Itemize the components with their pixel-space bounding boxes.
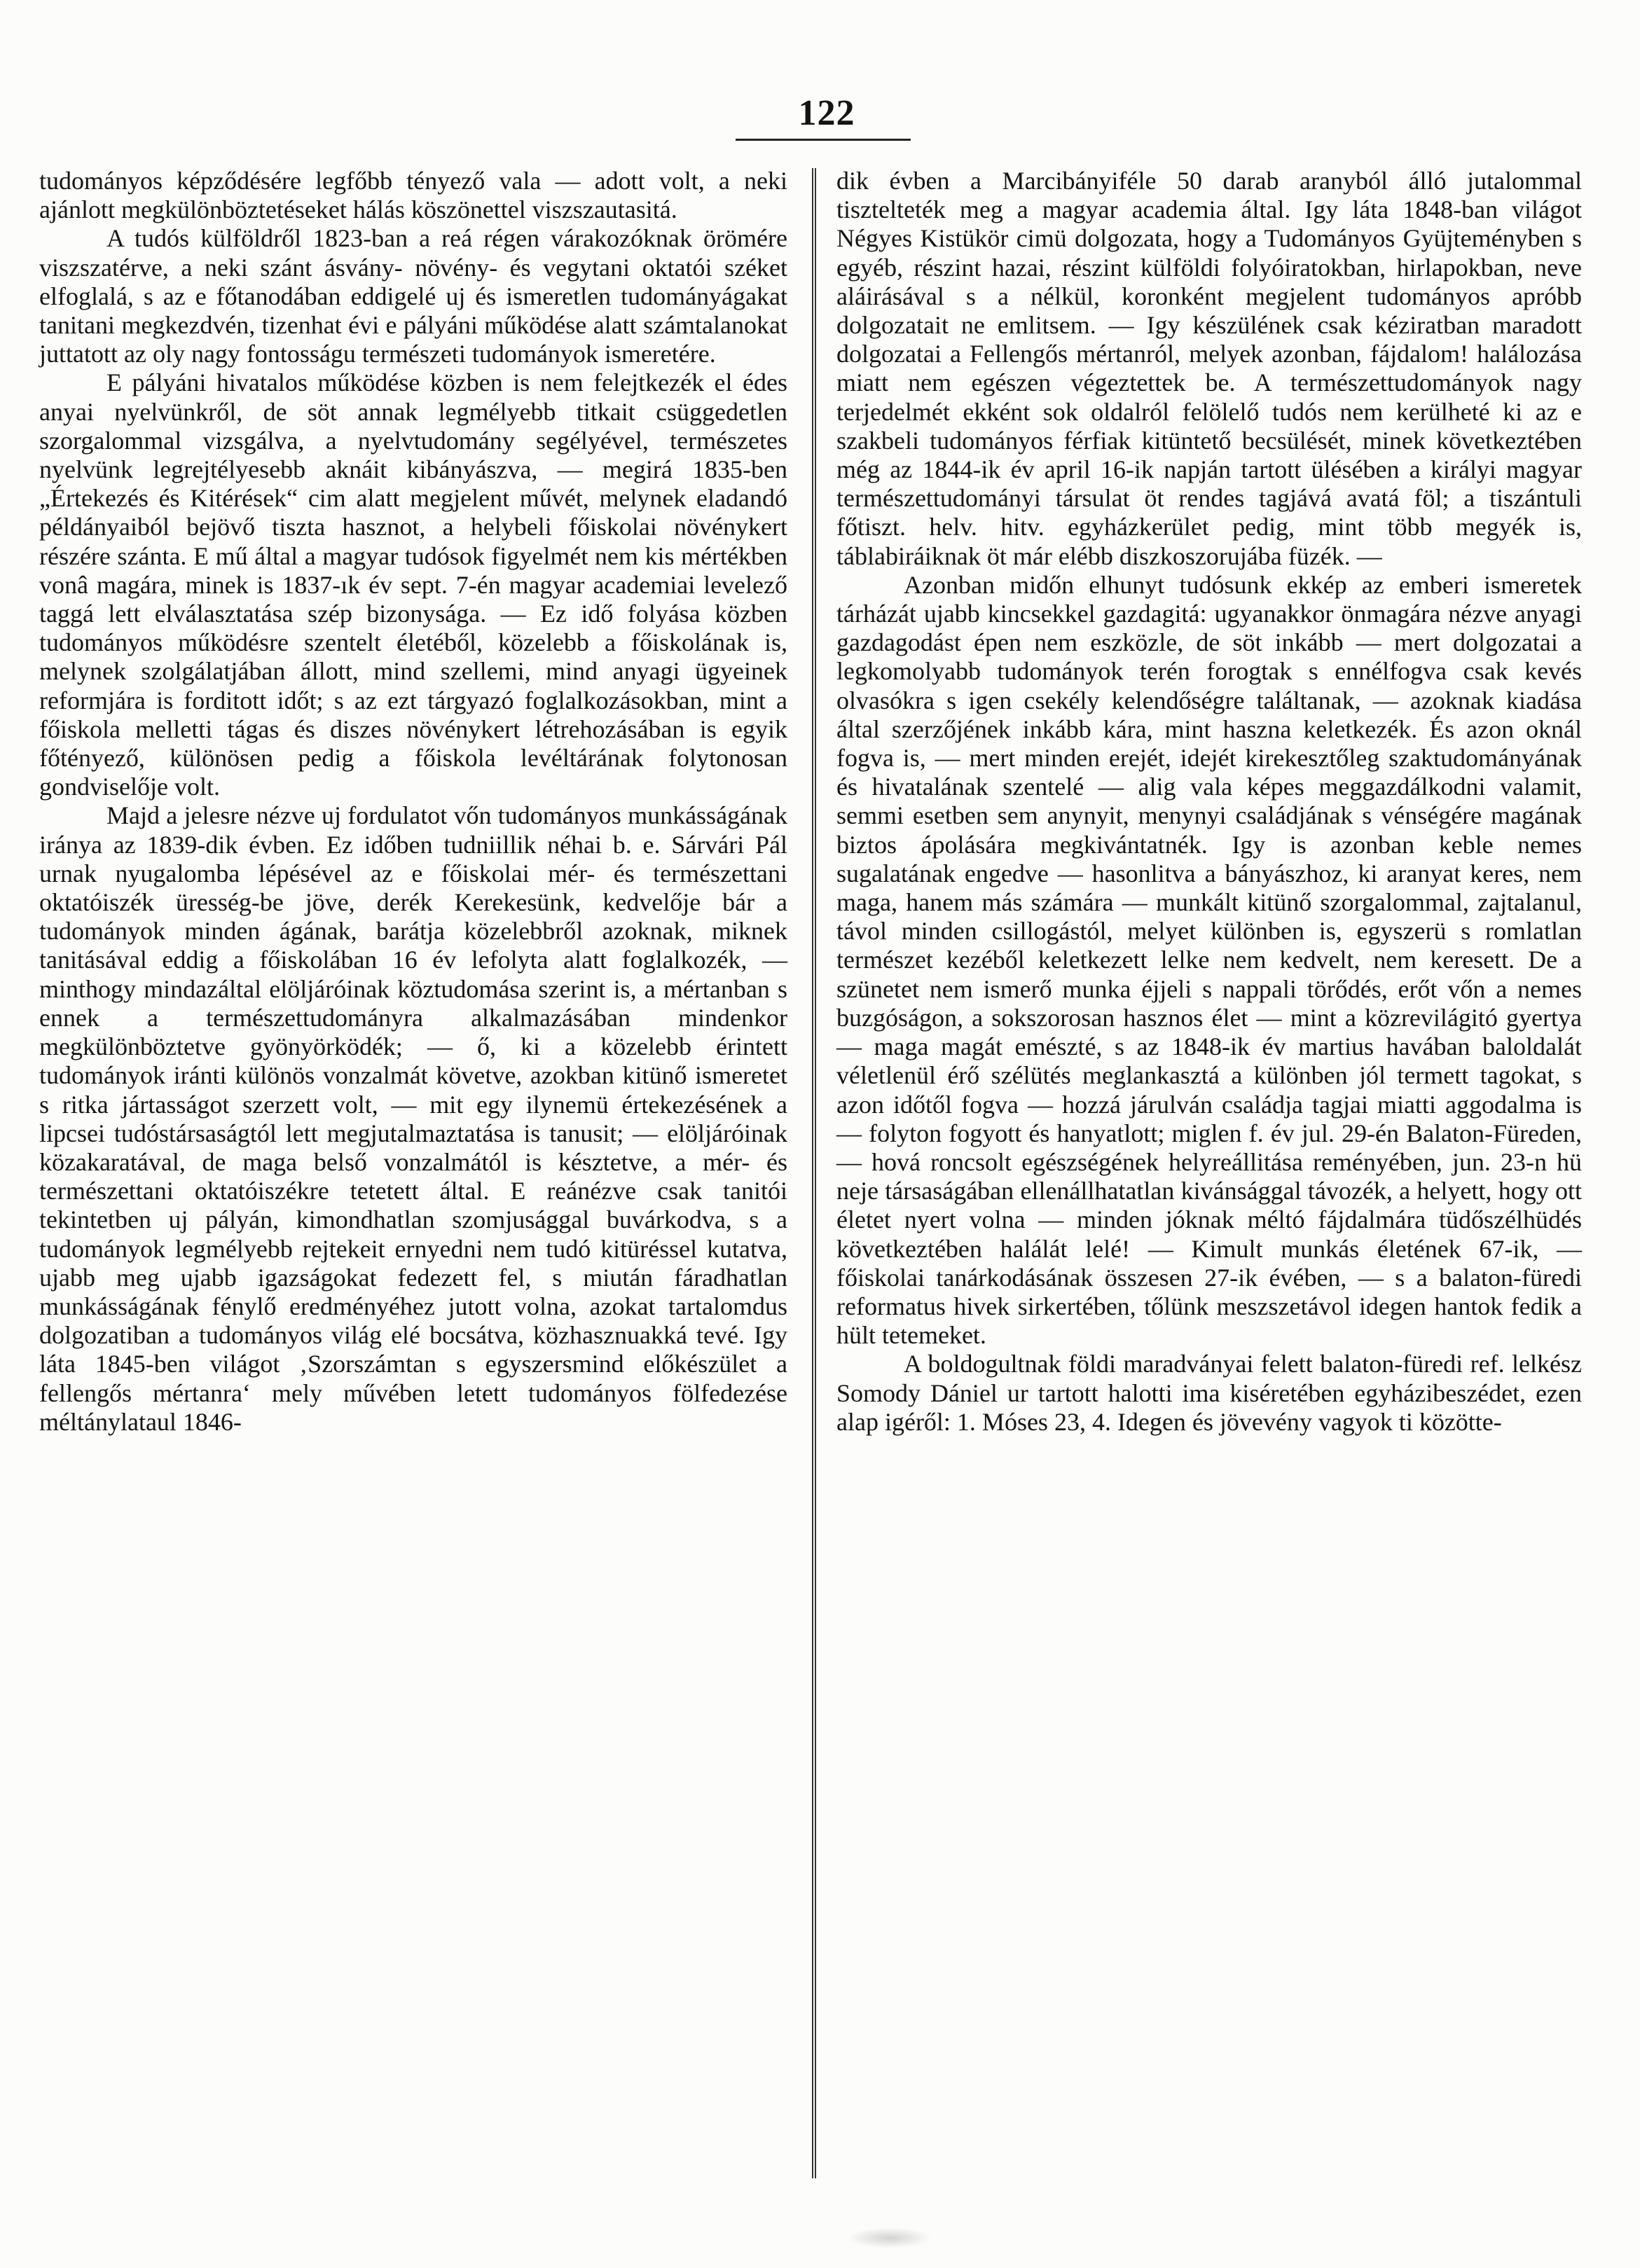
paragraph: tudományos képződésére legfőbb tényező vala — adott volt, a neki ajánlott megkülönböztetéseket hálás köszönettel viszszautasitá. [39, 167, 787, 224]
column-divider [812, 168, 816, 2178]
paragraph: Azonban midőn elhunyt tudósunk ekkép az emberi ismeretek tárházát ujabb kincsekkel gazdagitá: ugyanakkor önmagára nézve anyagi gazdagodást épen nem eszközle, de söt inkább — mert dolgozatai a legkomolyabb tudományok terén forogtak s ennélfogva csak kevés olvasókra s igen csekély kelendőségre találtanak, — azoknak kiadása által szerzőjének inkább kára, mint haszna keletkezék. És azon oknál fogva is, — mert minden erejét, idejét kirekesztőleg szaktudományának és hivatalának szentelé — alig vala képes meggazdálkodni valamit, semmi esetben sem anynyit, menynyi családjának s vénségére magának biztos ápolására megkivántatnék. Igy is azonban keble nemes sugalatának engedve — hasonlitva a bányászhoz, ki aranyat keres, nem maga, hanem más számára — munkált kitünő szorgalommal, zajtalanul, távol minden csillogástól, melyet különben is, egyszerü s romlatlan természet kezéből keletkezett lelke nem kedvelt, nem keresett. De a szünetet nem ismerő munka éjjeli s nappali törődés, erőt vőn a nemes buzgóságon, a sokszorosan hasznos élet — mint a közrevilágitó gyertya — maga magát emészté, s az 1848-ik év martius havában baloldalát véletlenül érő szélütés meglankasztá a különben jól termett tagokat, s azon időtől fogva — hozzá járulván családja tagjai miatti aggodalma is — folyton fogyott és hanyatlott; miglen f. év jul. 29-én Balaton-Füreden, — hová roncsolt egészségének helyreállitása reményében, jun. 23-n hü neje társaságában ellenállhatatlan kivánsággal távozék, a helyett, hogy ott életet nyert volna — minden jóknak méltó fájdalmára tüdőszélhüdés következtében halálát lelé! — Kimult munkás életének 67-ik, — főiskolai tanárkodásának összesen 27-ik évében, — s a balaton-füredi reformatus hivek sirkertében, tőlünk meszszetávol idegen hantok fedik a hült tetemeket. [836, 570, 1582, 1350]
paragraph: A boldogultnak földi maradványai felett balaton-füredi ref. lelkész Somody Dániel ur tartott halotti ima kiséretében egyházibeszédet, ezen alap igéről: 1. Móses 23, 4. Idegen és jövevény vagyok ti közötte- [836, 1350, 1582, 1436]
page-number: 122 [798, 93, 855, 133]
paragraph: Majd a jelesre nézve uj fordulatot vőn tudományos munkásságának iránya az 1839-dik évben. Ez időben tudniillik néhai b. e. Sárvári Pál urnak nyugalomba lépésével az e főiskolai mér- és természettani oktatóiszék üresség-be jöve, derék Kerekesünk, kedvelője bár a tudományok minden ágának, barátja közelebbről azoknak, miknek tanitásával eddig a főiskolában 16 év lefolyta alatt foglalkozék, — minthogy mindazáltal elöljáróinak köztudomása szerint is, a mértanban s ennek a természettudományra alkalmazásában mindenkor megkülönböztetve gyönyörködék; — ő, ki a közelebb érintett tudományok iránti különös vonzalmát követve, azokban kitünő ismeretet s ritka jártasságot szerzett volt, — mit egy ilynemü értekezésének a lipcsei tudóstársaságtól lett megjutalmaztatása is tanusit; — elöljáróinak közakaratával, de maga belső vonzalmától is késztetve, a mér- és természettani oktatóiszékre tetetett által. E reánézve csak tanitói tekintetben uj pályán, kimondhatlan szomjusággal buvárkodva, s a tudományok legmélyebb rejtekeit ernyedni nem tudó kitüréssel kutatva, ujabb meg ujabb igazságokat fedezett fel, s miután fáradhatlan munkásságának fénylő eredményéhez jutott volna, azokat tartalomdus dolgozatiban a tudományos világ elé bocsátva, közhasznuakká tevé. Igy láta 1845-ben világot ‚Szorszámtan s egyszersmind előkészület a fellengős mértanra‘ mely művében letett tudományos fölfedezése méltánylataul 1846- [39, 801, 787, 1436]
header-rule [736, 139, 911, 141]
paragraph: E pályáni hivatalos működése közben is nem felejtkezék el édes anyai nyelvünkről, de söt annak legmélyebb titkait csüggedetlen szorgalommal vizsgálva, a nyelvtudomány segélyével, természetes nyelvünk legrejtélyesebb aknáit kibányászva, — megirá 1835-ben „Értekezés és Kitérések“ cim alatt megjelent művét, melynek eladandó példányaiból bejövő tiszta hasznot, a helybeli főiskolai növénykert részére szánta. E mű által a magyar tudósok figyelmét nem kis mértékben vonâ magára, minek is 1837-ık év sept. 7-én magyar academiai levelező taggá lett elválasztatása szép bizonysága. — Ez idő folyása közben tudományos működésre szentelt életéből, közelebb a főiskolának is, melynek szolgálatjában állott, mind szellemi, mind anyagi ügyeinek reformjára is forditott időt; s az ezt tárgyazó foglalkozásokban, mint a főiskola melletti tágas és diszes növénykert létrehozásában is egyik főtényező, különösen pedig a főiskola levéltárának folytonosan gondviselője volt. [39, 368, 787, 801]
left-column [39, 167, 787, 1437]
right-column [836, 167, 1582, 1437]
paragraph: dik évben a Marcibányiféle 50 darab aranyból álló jutalommal tisztelteték meg a magyar academia által. Igy láta 1848-ban világot Négyes Kistükör cimü dolgozata, hogy a Tudományos Gyüjteményben s egyéb, részint hazai, részint külföldi folyóiratokban, hirlapokban, neve aláirásával s a nélkül, koronként megjelent tudományos apróbb dolgozatait ne emlitsem. — Igy készülének csak kéziratban maradott dolgozatai a Fellengős mértanról, melyek azonban, fájdalom! halálozása miatt nem egészen végeztettek be. A természettudományok nagy terjedelmét ekként sok oldalról felölelő tudós nem kerülheté ki az e szakbeli tudományos férfiak kitüntető becsülését, minek következtében még az 1844-ik év april 16-ik napján tartott ülésében a királyi magyar természettudományi társulat öt rendes tagjává avatá föl; a tiszántuli főtiszt. helv. hitv. egyházkerület pedig, mint több megyék is, táblabiráiknak öt már elébb diszkoszorujába füzék. — [836, 167, 1582, 570]
print-smudge [848, 2227, 932, 2248]
paragraph: A tudós külföldről 1823-ban a reá régen várakozóknak örömére viszszatérve, a neki szánt ásvány- növény- és vegytani oktatói széket elfoglalá, s az e főtanodában eddigelé uj és ismeretlen tudományágakat tanitani megkezdvén, tizenhat évi e pályáni működése alatt számtalanokat juttatott az oly nagy fontosságu természeti tudományok ismeretére. [39, 224, 787, 368]
